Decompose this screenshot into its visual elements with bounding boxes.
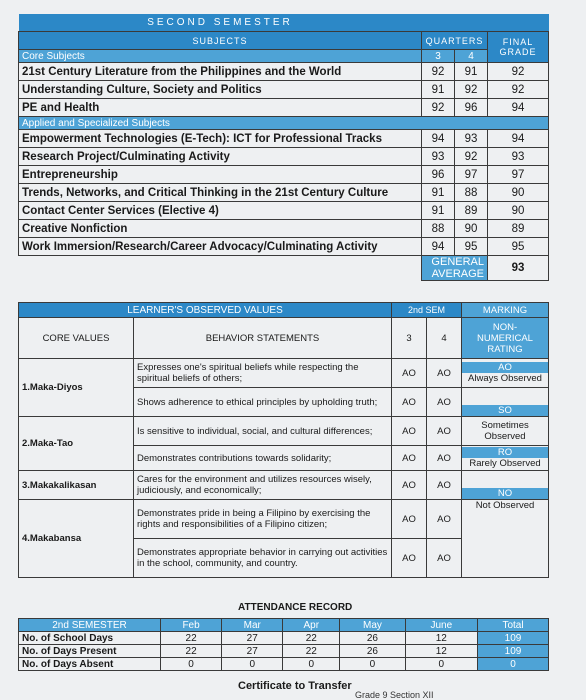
- rating-q4: AO: [427, 500, 462, 539]
- table-row: [19, 184, 549, 202]
- month-header: Apr: [283, 619, 340, 632]
- certificate-to-transfer-label: Certificate to Transfer: [238, 680, 352, 692]
- final-grade-header: FINAL GRADE: [488, 32, 549, 63]
- rating-q4: AO: [427, 417, 462, 446]
- applied-subjects-label: Applied and Specialized Subjects: [19, 117, 549, 130]
- attendance-cell: 22: [283, 632, 340, 645]
- legend-code: AO: [462, 362, 548, 373]
- legend-so: [462, 388, 549, 417]
- behavior-statement: Cares for the environment and utilizes resources wisely, judiciously, and economically;: [134, 471, 392, 500]
- attendance-cell: 0: [405, 658, 477, 671]
- legend-code: RO: [462, 447, 548, 458]
- core-value-label: 2.Maka-Tao: [19, 417, 134, 471]
- legend-meaning: Rarely Observed: [469, 458, 541, 469]
- marking-label: MARKING: [462, 303, 549, 318]
- grade-q4: 97: [455, 166, 488, 184]
- final-grade: 94: [488, 130, 549, 148]
- attendance-cell: 22: [283, 645, 340, 658]
- table-row: [19, 471, 549, 500]
- rating-q3: AO: [392, 388, 427, 417]
- observed-values-table: [18, 302, 549, 578]
- subjects-header: SUBJECTS: [19, 32, 422, 50]
- final-grade: 92: [488, 63, 549, 81]
- non-numerical-rating-label: NON-NUMERICAL RATING: [462, 318, 549, 359]
- grades-table: [18, 14, 549, 281]
- month-header: Mar: [222, 619, 283, 632]
- grade-q3: 92: [422, 63, 455, 81]
- subject-name: Entrepreneurship: [19, 166, 422, 184]
- table-row: [19, 63, 549, 81]
- attendance-cell: 0: [283, 658, 340, 671]
- behavior-statement: Expresses one's spiritual beliefs while respecting the spiritual beliefs of others;: [134, 359, 392, 388]
- core-values-header: CORE VALUES: [19, 318, 134, 359]
- rating-q3: AO: [392, 417, 427, 446]
- subject-name: Empowerment Technologies (E-Tech): ICT for Professional Tracks: [19, 130, 422, 148]
- attendance-cell: 12: [405, 632, 477, 645]
- attendance-total: 109: [478, 632, 549, 645]
- grade-q3: 94: [422, 238, 455, 256]
- attendance-total: 109: [478, 645, 549, 658]
- core-subjects-label: Core Subjects: [19, 50, 422, 63]
- attendance-cell: 26: [340, 645, 405, 658]
- final-grade: 94: [488, 99, 549, 117]
- attendance-cell: 27: [222, 632, 283, 645]
- subject-name: Contact Center Services (Elective 4): [19, 202, 422, 220]
- attendance-cell: 22: [161, 632, 222, 645]
- grade-q3: 94: [422, 130, 455, 148]
- attendance-semester-label: 2nd SEMESTER: [19, 619, 161, 632]
- grade-q3: 93: [422, 148, 455, 166]
- table-row: [19, 148, 549, 166]
- grade-q3: 91: [422, 81, 455, 99]
- table-row: [19, 81, 549, 99]
- attendance-cell: 0: [161, 658, 222, 671]
- attendance-row-label: No. of School Days: [19, 632, 161, 645]
- subject-name: 21st Century Literature from the Philippines and the World: [19, 63, 422, 81]
- subject-name: Work Immersion/Research/Career Advocacy/Culminating Activity: [19, 238, 422, 256]
- observed-values-title: LEARNER'S OBSERVED VALUES: [19, 303, 392, 318]
- table-row: [19, 658, 549, 671]
- behavior-statement: Demonstrates appropriate behavior in carrying out activities in the school, community, and country.: [134, 539, 392, 578]
- core-value-label: 1.Maka-Diyos: [19, 359, 134, 417]
- table-row: [19, 238, 549, 256]
- month-header: Feb: [161, 619, 222, 632]
- rating-q3: AO: [392, 539, 427, 578]
- table-row: [19, 130, 549, 148]
- attendance-row-label: No. of Days Absent: [19, 658, 161, 671]
- grade-q3: 92: [422, 99, 455, 117]
- quarter-4-label: 4: [455, 50, 488, 63]
- table-row: [19, 500, 549, 539]
- table-row: [19, 166, 549, 184]
- footer-fragment: Grade 9 Section XII: [355, 690, 434, 700]
- rating-q3: AO: [392, 359, 427, 388]
- final-grade: 92: [488, 81, 549, 99]
- grade-q4: 91: [455, 63, 488, 81]
- table-row: [19, 220, 549, 238]
- final-grade: 90: [488, 184, 549, 202]
- attendance-title: ATTENDANCE RECORD: [238, 602, 353, 613]
- rating-q4: AO: [427, 359, 462, 388]
- behavior-statements-header: BEHAVIOR STATEMENTS: [134, 318, 392, 359]
- behavior-statement: Demonstrates contributions towards solidarity;: [134, 446, 392, 471]
- rating-q4: AO: [427, 446, 462, 471]
- total-header: Total: [478, 619, 549, 632]
- table-row: [19, 99, 549, 117]
- final-grade: 90: [488, 202, 549, 220]
- rating-q3: AO: [392, 471, 427, 500]
- legend-code: NO: [462, 488, 548, 499]
- legend-ro: [462, 446, 549, 471]
- subject-name: PE and Health: [19, 99, 422, 117]
- quarter-3-label: 3: [422, 50, 455, 63]
- grade-q4: 92: [455, 148, 488, 166]
- core-value-label: 3.Makakalikasan: [19, 471, 134, 500]
- grade-q4: 90: [455, 220, 488, 238]
- attendance-cell: 12: [405, 645, 477, 658]
- grade-q3: 91: [422, 202, 455, 220]
- attendance-cell: 26: [340, 632, 405, 645]
- column-3-header: 3: [392, 318, 427, 359]
- final-grade: 93: [488, 148, 549, 166]
- legend-code: SO: [462, 405, 548, 416]
- behavior-statement: Shows adherence to ethical principles by upholding truth;: [134, 388, 392, 417]
- attendance-cell: 27: [222, 645, 283, 658]
- table-row: [19, 202, 549, 220]
- final-grade: 89: [488, 220, 549, 238]
- grade-q3: 88: [422, 220, 455, 238]
- grade-q4: 96: [455, 99, 488, 117]
- quarters-header: QUARTERS: [422, 32, 488, 50]
- legend-so-meaning: [462, 417, 549, 446]
- grade-q3: 91: [422, 184, 455, 202]
- attendance-cell: 0: [222, 658, 283, 671]
- legend-ao: [462, 359, 549, 388]
- attendance-total: 0: [478, 658, 549, 671]
- table-row: [19, 417, 549, 446]
- table-row: [19, 359, 549, 388]
- rating-q4: AO: [427, 539, 462, 578]
- behavior-statement: Demonstrates pride in being a Filipino by exercising the rights and responsibilities of a Filipino citizen;: [134, 500, 392, 539]
- grade-q4: 88: [455, 184, 488, 202]
- grade-q4: 95: [455, 238, 488, 256]
- legend-meaning: Always Observed: [468, 373, 542, 384]
- subject-name: Research Project/Culminating Activity: [19, 148, 422, 166]
- legend-no-meaning: [462, 500, 549, 578]
- month-header: May: [340, 619, 405, 632]
- legend-no: [462, 471, 549, 500]
- behavior-statement: Is sensitive to individual, social, and cultural differences;: [134, 417, 392, 446]
- column-4-header: 4: [427, 318, 462, 359]
- grade-q3: 96: [422, 166, 455, 184]
- rating-q4: AO: [427, 471, 462, 500]
- month-header: June: [405, 619, 477, 632]
- general-average-label: GENERAL AVERAGE: [422, 256, 488, 281]
- attendance-table: [18, 618, 549, 671]
- rating-q3: AO: [392, 500, 427, 539]
- semester-label: 2nd SEM: [392, 303, 462, 318]
- subject-name: Understanding Culture, Society and Politics: [19, 81, 422, 99]
- subject-name: Trends, Networks, and Critical Thinking in the 21st Century Culture: [19, 184, 422, 202]
- legend-meaning: Sometimes Observed: [481, 420, 529, 442]
- grade-q4: 93: [455, 130, 488, 148]
- core-value-label: 4.Makabansa: [19, 500, 134, 578]
- final-grade: 97: [488, 166, 549, 184]
- attendance-cell: 0: [340, 658, 405, 671]
- legend-meaning: Not Observed: [475, 500, 535, 511]
- attendance-cell: 22: [161, 645, 222, 658]
- attendance-row-label: No. of Days Present: [19, 645, 161, 658]
- grade-q4: 89: [455, 202, 488, 220]
- subject-name: Creative Nonfiction: [19, 220, 422, 238]
- table-row: [19, 632, 549, 645]
- grade-q4: 92: [455, 81, 488, 99]
- semester-title: SECOND SEMESTER: [19, 14, 422, 32]
- rating-q3: AO: [392, 446, 427, 471]
- general-average-value: 93: [488, 256, 549, 281]
- table-row: [19, 645, 549, 658]
- rating-q4: AO: [427, 388, 462, 417]
- final-grade: 95: [488, 238, 549, 256]
